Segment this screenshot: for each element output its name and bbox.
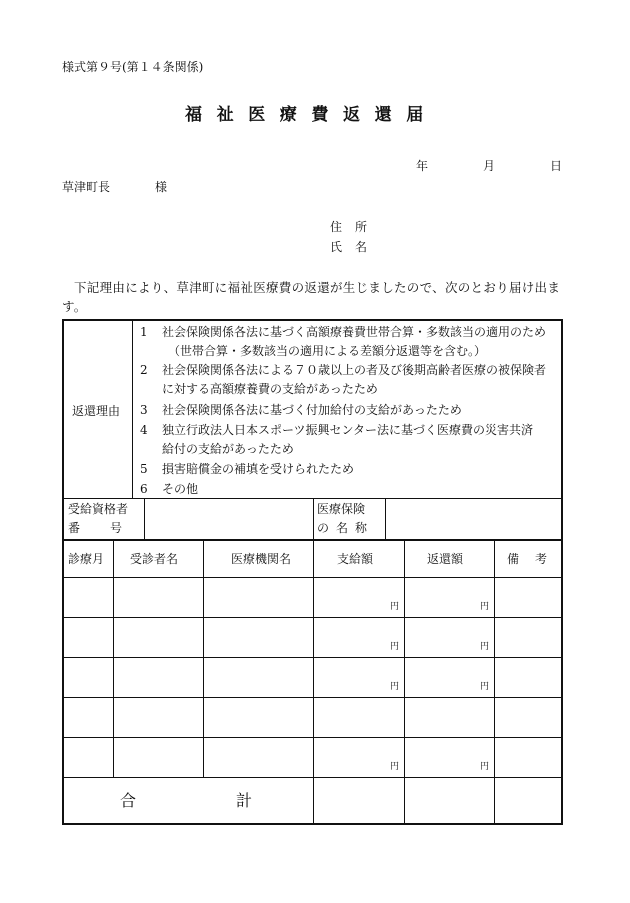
reason-6-number: 6 [140, 482, 148, 496]
row-2-refund-yen: 円 [480, 642, 490, 652]
total-label-right: 計 [236, 791, 253, 810]
date-year-label: 年 [416, 159, 429, 173]
intro-text: 下記理由により、草津町に福祉医療費の返還が生じましたので、次のとおり届け出ます。 [62, 280, 561, 314]
address-label: 住所 [330, 220, 381, 234]
row-1-paid-yen: 円 [390, 602, 400, 612]
insurance-name-field[interactable] [386, 499, 561, 538]
reason-divider [132, 321, 133, 498]
total-top-rule [64, 777, 561, 778]
row-5-paid-yen: 円 [390, 762, 400, 772]
row-rule-2 [64, 617, 561, 618]
reason-4-number: 4 [140, 423, 148, 437]
reason-5-number: 5 [140, 462, 148, 476]
row-5-refund-yen: 円 [480, 762, 490, 772]
col-header-refund-amount: 返還額 [427, 552, 464, 566]
reason-1-line-1: 社会保険関係各法に基づく高額療養費世帯合算・多数該当の適用のため [162, 325, 547, 339]
qualification-label-line-1: 受給資格者 [68, 502, 129, 516]
row-rule-5 [64, 737, 561, 738]
col-divider-2 [203, 539, 204, 777]
qualification-label-line-2: 番号 [68, 521, 153, 535]
form-table [62, 319, 563, 825]
col-header-month: 診療月 [68, 552, 105, 566]
date-day-label: 日 [550, 159, 563, 173]
col-header-paid-amount: 支給額 [337, 552, 374, 566]
reason-2-line-2: に対する高額療養費の支給があったため [162, 382, 378, 396]
row-rule-3 [64, 657, 561, 658]
date-month-label: 月 [483, 159, 496, 173]
row-3-refund-yen: 円 [480, 682, 490, 692]
name-label: 氏名 [330, 240, 381, 254]
reason-3-number: 3 [140, 403, 148, 417]
form-number: 様式第９号(第１４条関係) [62, 60, 204, 74]
reason-4-line-1: 独立行政法人日本スポーツ振興センター法に基づく医療費の災害共済 [162, 423, 534, 437]
reason-5-line-1: 損害賠償金の補填を受けられたため [162, 462, 355, 476]
reason-1-number: 1 [140, 325, 148, 339]
qualification-number-field[interactable] [145, 499, 312, 538]
col-divider-4 [404, 539, 405, 825]
row-rule-4 [64, 697, 561, 698]
addressee-name: 草津町長 [62, 180, 111, 194]
reason-3-line-1: 社会保険関係各法に基づく付加給付の支給があったため [162, 403, 462, 417]
insurance-label-line-2: の名称 [317, 521, 375, 535]
row-rule-1 [64, 577, 561, 578]
col-header-patient: 受診者名 [130, 552, 179, 566]
col-divider-5 [494, 539, 495, 825]
reason-1-line-2: （世帯合算・多数該当の適用による差額分返還等を含む。） [168, 344, 487, 358]
qual-middle-divider [313, 498, 314, 539]
reason-2-line-1: 社会保険関係各法による７０歳以上の者及び後期高齢者医療の被保険者 [162, 363, 547, 377]
reason-2-number: 2 [140, 363, 148, 377]
row-1-refund-yen: 円 [480, 602, 490, 612]
total-label-left: 合 [120, 791, 137, 810]
col-header-remarks: 備考 [507, 552, 564, 566]
col-divider-1 [113, 539, 114, 777]
addressee-honorific: 様 [155, 180, 168, 194]
insurance-label-line-1: 医療保険 [317, 502, 366, 516]
reason-4-line-2: 給付の支給があったため [162, 442, 294, 456]
row-2-paid-yen: 円 [390, 642, 400, 652]
reason-label: 返還理由 [72, 404, 121, 418]
document-title: 福祉医療費返還届 [185, 105, 438, 125]
col-divider-3 [313, 539, 314, 825]
reason-6-line-1: その他 [162, 482, 199, 496]
col-header-institution: 医療機関名 [231, 552, 292, 566]
row-3-paid-yen: 円 [390, 682, 400, 692]
